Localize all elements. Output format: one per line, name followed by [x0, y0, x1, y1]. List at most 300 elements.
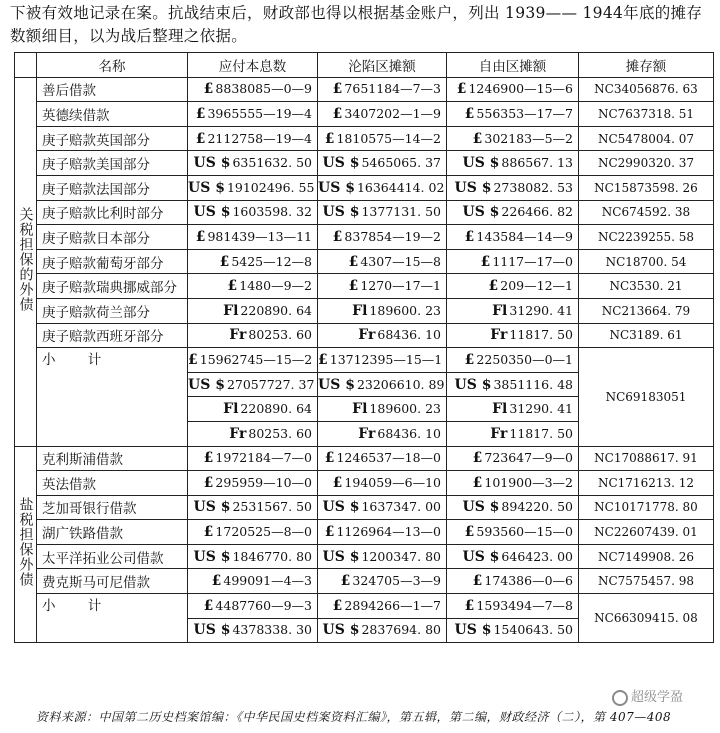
cell-free	[447, 225, 579, 250]
cell-free-value: 226466. 82	[501, 204, 573, 220]
cell-owed-value: 8838085—0—9	[215, 81, 312, 97]
cell-free-value: 302183—5—2	[484, 130, 573, 146]
currency-symbol: US $	[193, 204, 231, 221]
currency-symbol: £	[324, 524, 335, 541]
group-label	[15, 77, 37, 446]
group-label	[15, 446, 37, 643]
cell-owed	[188, 471, 318, 496]
currency-symbol: Fr	[229, 327, 247, 344]
subtotal-label	[37, 348, 188, 446]
currency-symbol: £	[188, 351, 198, 368]
row-name-value: 英德续借款	[42, 107, 110, 124]
cell-stored	[579, 249, 714, 274]
cell-free	[447, 323, 579, 348]
cell-free-value: 1117—17—0	[492, 253, 573, 269]
currency-symbol: US $	[193, 622, 231, 639]
currency-symbol: US $	[322, 499, 360, 516]
table-row	[15, 249, 714, 274]
cell-free-value: 143584—14—9	[476, 228, 573, 244]
table-row	[15, 520, 714, 545]
cell-owed	[188, 102, 318, 127]
currency-symbol: £	[464, 351, 475, 368]
cell-occupied-value: 1200347. 80	[361, 548, 441, 564]
table-row	[15, 323, 714, 348]
cell-owed-value: 1603598. 32	[232, 204, 312, 220]
table-row	[15, 495, 714, 520]
cell-stored-value: NC2239255. 58	[597, 229, 695, 244]
header-blank	[15, 53, 37, 78]
cell-free	[447, 520, 579, 545]
cell-owed-value: 2112758—19—4	[207, 130, 312, 146]
currency-symbol: £	[203, 81, 214, 98]
currency-symbol: £	[472, 573, 483, 590]
table-row	[15, 151, 714, 176]
subtotal-occupied	[318, 348, 447, 373]
currency-symbol: US $	[454, 622, 492, 639]
cell-owed-value: 981439—13—11	[207, 228, 312, 244]
subtotal-occupied	[318, 594, 447, 619]
currency-symbol: US $	[322, 622, 360, 639]
cell-occupied-value: 189600. 23	[369, 302, 441, 318]
cell-occupied	[318, 200, 447, 225]
cell-owed-value: 1720525—8—0	[215, 524, 312, 540]
source-note: 资料来源：中国第二历史档案馆编：《中华民国史档案资料汇编》，第五辑，第二编，财政经济（二），第 407—408	[36, 710, 672, 724]
cell-occupied	[318, 544, 447, 569]
cell-stored-value: NC213664. 79	[601, 303, 691, 318]
currency-symbol: £	[464, 228, 475, 245]
subtotal-owed-value: 27057727. 37	[226, 376, 315, 392]
debt-table	[14, 52, 714, 643]
cell-free	[447, 200, 579, 225]
group-label-text: 关税担保的外债	[17, 207, 34, 313]
row-name	[37, 102, 188, 127]
cell-owed-value: 5425—12—8	[231, 253, 312, 269]
cell-occupied	[318, 151, 447, 176]
currency-symbol: £	[195, 105, 206, 122]
cell-occupied-value: 1126964—13—0	[336, 524, 441, 540]
cell-occupied	[318, 77, 447, 102]
table-row	[15, 126, 714, 151]
currency-symbol: £	[332, 597, 343, 614]
subtotal-free	[447, 348, 579, 373]
cell-stored	[579, 274, 714, 299]
subtotal-occupied-value: 23206610. 89	[356, 376, 445, 392]
subtotal-owed-value: 80253. 60	[248, 425, 312, 441]
cell-free	[447, 298, 579, 323]
cell-occupied	[318, 520, 447, 545]
cell-stored	[579, 544, 714, 569]
wechat-icon	[612, 690, 628, 706]
currency-symbol: Fl	[352, 401, 368, 418]
row-name	[37, 200, 188, 225]
subtotal-owed	[188, 421, 318, 446]
row-name-value: 庚子赔款比利时部分	[42, 206, 164, 223]
cell-stored	[579, 126, 714, 151]
currency-symbol: US $	[188, 179, 225, 196]
currency-symbol: £	[227, 278, 238, 295]
currency-symbol: US $	[193, 499, 231, 516]
table-row	[15, 274, 714, 299]
currency-symbol: Fr	[358, 425, 376, 442]
subtotal-free	[447, 421, 579, 446]
cell-owed	[188, 126, 318, 151]
currency-symbol: US $	[193, 548, 231, 565]
cell-occupied	[318, 175, 447, 200]
cell-owed-value: 295959—10—0	[215, 474, 312, 490]
cell-occupied-value: 837854—19—2	[344, 228, 441, 244]
row-name	[37, 298, 188, 323]
cell-occupied-value: 68436. 10	[377, 327, 441, 343]
table-row	[15, 77, 714, 102]
cell-free-value: 593560—15—0	[476, 524, 573, 540]
row-name-value: 庚子赔款瑞典挪威部分	[42, 280, 177, 297]
table-body	[15, 77, 714, 643]
currency-symbol: US $	[322, 204, 360, 221]
subtotal-free-value: 1593494—7—8	[476, 597, 573, 613]
table-row	[15, 200, 714, 225]
cell-owed-value: 80253. 60	[248, 327, 312, 343]
currency-symbol: US $	[188, 376, 225, 393]
cell-occupied-value: 5465065. 37	[361, 155, 441, 171]
cell-stored	[579, 495, 714, 520]
cell-stored	[579, 471, 714, 496]
cell-stored	[579, 102, 714, 127]
row-name-value: 湖广铁路借款	[42, 526, 123, 543]
cell-free-value: 723647—9—0	[484, 450, 573, 466]
currency-symbol: £	[472, 474, 483, 491]
cell-free	[447, 544, 579, 569]
cell-free-value: 556353—17—7	[476, 105, 573, 121]
row-name-value: 庚子赔款葡萄牙部分	[42, 255, 164, 272]
cell-free	[447, 151, 579, 176]
subtotal-free-value: 1540643. 50	[493, 622, 573, 638]
cell-occupied	[318, 298, 447, 323]
currency-symbol: Fr	[490, 327, 508, 344]
currency-symbol: £	[464, 524, 475, 541]
subtotal-stored-value: NC66309415. 08	[594, 611, 698, 626]
subtotal-owed-value: 4487760—9—3	[215, 597, 312, 613]
subtotal-row	[15, 348, 714, 373]
cell-stored	[579, 298, 714, 323]
row-name-value: 庚子赔款美国部分	[42, 157, 150, 174]
cell-stored	[579, 151, 714, 176]
currency-symbol: US $	[318, 376, 355, 393]
currency-symbol: Fl	[352, 302, 368, 319]
cell-stored	[579, 446, 714, 471]
currency-symbol: £	[340, 573, 351, 590]
table-row	[15, 471, 714, 496]
cell-owed	[188, 200, 318, 225]
subtotal-owed-value: 15962745—15—2	[199, 351, 313, 367]
cell-stored-value: NC7637318. 51	[597, 106, 695, 121]
cell-owed	[188, 520, 318, 545]
cell-free-value: 886567. 13	[501, 155, 573, 171]
currency-symbol: US $	[462, 499, 500, 516]
table-row	[15, 569, 714, 594]
cell-occupied-value: 194059—6—10	[344, 474, 441, 490]
row-name	[37, 323, 188, 348]
cell-free	[447, 446, 579, 471]
cell-stored	[579, 569, 714, 594]
currency-symbol: £	[203, 524, 214, 541]
cell-owed-value: 499091—4—3	[223, 573, 312, 589]
currency-symbol: £	[203, 450, 214, 467]
header-row	[15, 53, 714, 78]
currency-symbol: Fr	[358, 327, 376, 344]
cell-stored-value: NC10171778. 80	[594, 500, 698, 515]
row-name-value: 庚子赔款西班牙部分	[42, 329, 164, 346]
subtotal-owed	[188, 348, 318, 373]
currency-symbol: US $	[462, 548, 500, 565]
cell-occupied	[318, 126, 447, 151]
watermark	[612, 686, 683, 706]
currency-symbol: £	[318, 351, 328, 368]
cell-free-value: 894220. 50	[501, 499, 573, 515]
header-name: 名称	[37, 53, 188, 78]
subtotal-occupied	[318, 618, 447, 643]
currency-symbol: £	[464, 597, 475, 614]
row-name-value: 芝加哥银行借款	[42, 501, 137, 518]
row-name	[37, 225, 188, 250]
cell-stored-value: NC1716213. 12	[597, 475, 695, 490]
currency-symbol: £	[332, 474, 343, 491]
cell-stored-value: NC3530. 21	[609, 279, 683, 294]
row-name	[37, 544, 188, 569]
currency-symbol: US $	[454, 179, 492, 196]
cell-owed-value: 3965555—19—4	[207, 105, 312, 121]
cell-free	[447, 471, 579, 496]
cell-stored-value: NC7149908. 26	[597, 549, 695, 564]
currency-symbol: £	[488, 278, 499, 295]
subtotal-stored	[579, 594, 714, 643]
cell-occupied	[318, 495, 447, 520]
cell-owed-value: 220890. 64	[240, 302, 312, 318]
currency-symbol: £	[348, 253, 359, 270]
cell-occupied-value: 1637347. 00	[361, 499, 441, 515]
cell-free-value: 11817. 50	[509, 327, 573, 343]
currency-symbol: £	[332, 81, 343, 98]
subtotal-owed	[188, 372, 318, 397]
cell-occupied-value: 4307—15—8	[360, 253, 441, 269]
cell-occupied	[318, 249, 447, 274]
cell-free-value: 646423. 00	[501, 548, 573, 564]
currency-symbol: £	[464, 105, 475, 122]
header-stored: 摊存额	[579, 53, 714, 78]
cell-owed	[188, 274, 318, 299]
cell-owed	[188, 569, 318, 594]
table-row	[15, 298, 714, 323]
subtotal-free-value: 11817. 50	[509, 425, 573, 441]
cell-stored-value: NC34056876. 63	[594, 82, 698, 97]
subtotal-label-value: 小 计	[42, 598, 116, 615]
cell-stored-value: NC22607439. 01	[594, 525, 698, 540]
currency-symbol: £	[348, 278, 359, 295]
cell-stored-value: NC5478004. 07	[597, 131, 695, 146]
cell-free-value: 209—12—1	[500, 278, 573, 294]
subtotal-occupied-value: 189600. 23	[369, 401, 441, 417]
currency-symbol: £	[472, 450, 483, 467]
currency-symbol: £	[195, 228, 206, 245]
cell-owed	[188, 446, 318, 471]
subtotal-stored-value: NC69183051	[605, 389, 687, 404]
subtotal-free-value: 3851116. 48	[493, 376, 573, 392]
currency-symbol: £	[219, 253, 230, 270]
cell-free-value: 2738082. 53	[493, 179, 573, 195]
table-row	[15, 225, 714, 250]
cell-occupied-value: 16364414. 02	[356, 179, 445, 195]
row-name-value: 善后借款	[42, 83, 96, 100]
cell-free-value: 101900—3—2	[484, 474, 573, 490]
intro-paragraph: 下被有效地记录在案。抗战结束后，财政部也得以根据基金账户，列出 1939—— 1944年底的摊存数额细目，以为战后整理之依据。	[10, 4, 703, 45]
row-name	[37, 446, 188, 471]
cell-free	[447, 126, 579, 151]
cell-owed	[188, 151, 318, 176]
cell-occupied	[318, 274, 447, 299]
cell-free	[447, 495, 579, 520]
row-name-value: 费克斯马可尼借款	[42, 575, 150, 592]
cell-owed	[188, 298, 318, 323]
currency-symbol: US $	[318, 179, 355, 196]
currency-symbol: £	[332, 228, 343, 245]
cell-occupied-value: 1246537—18—0	[336, 450, 441, 466]
cell-stored	[579, 77, 714, 102]
row-name-value: 庚子赔款日本部分	[42, 230, 150, 247]
row-name	[37, 274, 188, 299]
cell-stored-value: NC7575457. 98	[597, 574, 695, 589]
cell-stored-value: NC3189. 61	[609, 328, 683, 343]
currency-symbol: £	[324, 130, 335, 147]
header-occupied: 沦陷区摊额	[318, 53, 447, 78]
cell-stored	[579, 520, 714, 545]
currency-symbol: US $	[193, 155, 231, 172]
cell-free-value: 1246900—15—6	[468, 81, 573, 97]
table-row	[15, 102, 714, 127]
row-name	[37, 151, 188, 176]
cell-occupied	[318, 102, 447, 127]
row-name	[37, 249, 188, 274]
cell-occupied-value: 7651184—7—3	[344, 81, 441, 97]
currency-symbol: Fl	[223, 401, 239, 418]
table-row	[15, 175, 714, 200]
subtotal-free	[447, 594, 579, 619]
row-name-value: 克利斯浦借款	[42, 452, 123, 469]
header-owed: 应付本息数	[188, 53, 318, 78]
subtotal-occupied-value: 2894266—1—7	[344, 597, 441, 613]
subtotal-label-value: 小 计	[42, 352, 116, 369]
cell-occupied-value: 1810575—14—2	[336, 130, 441, 146]
row-name	[37, 175, 188, 200]
cell-occupied	[318, 471, 447, 496]
row-name	[37, 126, 188, 151]
cell-owed-value: 1846770. 80	[232, 548, 312, 564]
row-name	[37, 495, 188, 520]
currency-symbol: Fl	[492, 302, 508, 319]
currency-symbol: Fl	[223, 302, 239, 319]
cell-stored	[579, 200, 714, 225]
cell-free-value: 31290. 41	[509, 302, 573, 318]
watermark-text: 超级学盈	[631, 690, 684, 705]
cell-owed-value: 2531567. 50	[232, 499, 312, 515]
currency-symbol: £	[203, 474, 214, 491]
subtotal-stored	[579, 348, 714, 446]
cell-stored	[579, 323, 714, 348]
cell-occupied-value: 3407202—1—9	[344, 105, 441, 121]
cell-free	[447, 175, 579, 200]
cell-stored-value: NC674592. 38	[601, 205, 691, 220]
cell-free	[447, 274, 579, 299]
currency-symbol: £	[332, 105, 343, 122]
cell-free-value: 174386—0—6	[484, 573, 573, 589]
cell-owed	[188, 323, 318, 348]
cell-stored-value: NC17088617. 91	[594, 451, 698, 466]
currency-symbol: Fr	[490, 425, 508, 442]
currency-symbol: US $	[462, 204, 500, 221]
cell-owed	[188, 225, 318, 250]
cell-occupied	[318, 446, 447, 471]
cell-free	[447, 77, 579, 102]
subtotal-owed	[188, 618, 318, 643]
cell-owed-value: 19102496. 55	[226, 179, 315, 195]
cell-occupied	[318, 323, 447, 348]
row-name	[37, 471, 188, 496]
subtotal-free	[447, 372, 579, 397]
currency-symbol: £	[324, 450, 335, 467]
row-name-value: 庚子赔款英国部分	[42, 132, 150, 149]
row-name	[37, 77, 188, 102]
cell-owed-value: 1972184—7—0	[215, 450, 312, 466]
subtotal-occupied-value: 68436. 10	[377, 425, 441, 441]
cell-stored-value: NC2990320. 37	[597, 156, 695, 171]
currency-symbol: US $	[322, 548, 360, 565]
cell-owed	[188, 249, 318, 274]
subtotal-occupied	[318, 421, 447, 446]
subtotal-owed	[188, 397, 318, 422]
currency-symbol: US $	[462, 155, 500, 172]
currency-symbol: Fl	[492, 401, 508, 418]
cell-owed	[188, 77, 318, 102]
currency-symbol: £	[480, 253, 491, 270]
row-name-value: 英法借款	[42, 476, 96, 493]
currency-symbol: £	[472, 130, 483, 147]
subtotal-row	[15, 594, 714, 619]
cell-occupied	[318, 225, 447, 250]
subtotal-label	[37, 594, 188, 643]
currency-symbol: Fr	[229, 425, 247, 442]
header-free: 自由区摊额	[447, 53, 579, 78]
row-name-value: 庚子赔款荷兰部分	[42, 304, 150, 321]
cell-stored-value: NC18700. 54	[605, 254, 687, 269]
subtotal-occupied	[318, 372, 447, 397]
cell-free	[447, 249, 579, 274]
cell-occupied-value: 1377131. 50	[361, 204, 441, 220]
subtotal-occupied-value: 2837694. 80	[361, 622, 441, 638]
currency-symbol: £	[203, 597, 214, 614]
subtotal-owed-value: 4378338. 30	[232, 622, 312, 638]
subtotal-free	[447, 618, 579, 643]
table-row	[15, 446, 714, 471]
subtotal-free-value: 31290. 41	[509, 401, 573, 417]
cell-occupied-value: 1270—17—1	[360, 278, 441, 294]
cell-free	[447, 569, 579, 594]
currency-symbol: US $	[322, 155, 360, 172]
subtotal-free	[447, 397, 579, 422]
cell-owed	[188, 175, 318, 200]
subtotal-owed	[188, 594, 318, 619]
table-row	[15, 544, 714, 569]
currency-symbol: £	[456, 81, 467, 98]
subtotal-occupied	[318, 397, 447, 422]
cell-owed-value: 1480—9—2	[239, 278, 312, 294]
